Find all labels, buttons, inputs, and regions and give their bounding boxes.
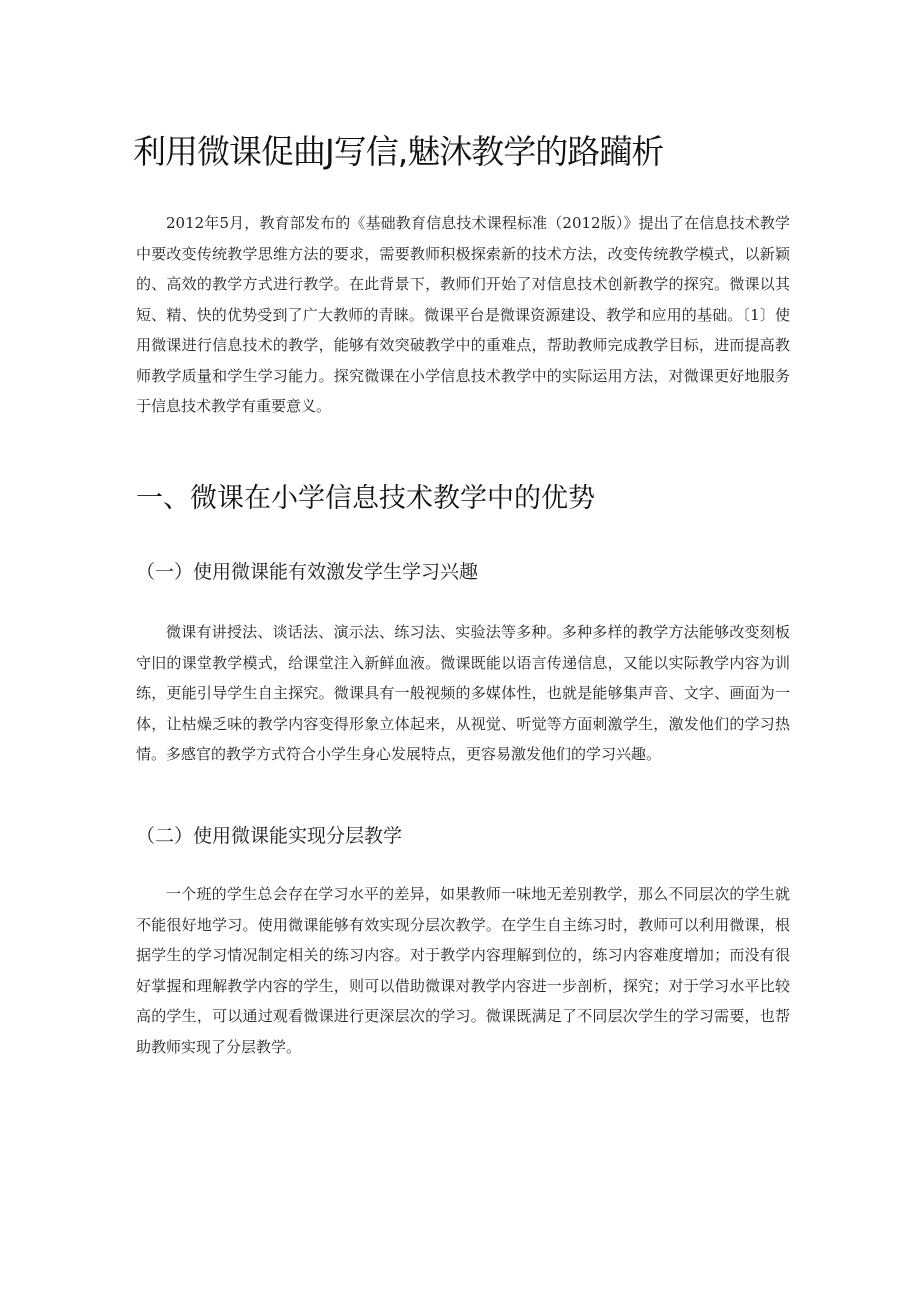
- subsection-paragraph: 一个班的学生总会存在学习水平的差异，如果教师一味地无差别教学，那么不同层次的学生就不能很好地学习。使用微课能够有效实现分层次教学。在学生自主练习时，教师可以利用微课，根据学生的学习情况制定相关的练习内容。对于教学内容理解到位的，练习内容难度增加；而没有很好掌握和理解教学内容的学生，则可以借助微课对教学内容进一步剖析，探究；对于学习水平比较高的学生，可以通过观看微课进行更深层次的学习。微课既满足了不同层次学生的学习需要，也帮助教师实现了分层教学。: [136, 885, 790, 1056]
- document-title: 利用微课促曲J写信,魅沐教学的路躏析: [133, 132, 664, 171]
- section-heading: 一、微课在小学信息技术教学中的优势: [136, 483, 595, 514]
- subsection-heading: （一）使用微课能有效激发学生学习兴趣: [136, 561, 479, 583]
- subsection-heading: （二）使用微课能实现分层教学: [136, 825, 403, 847]
- subsection-paragraph: 微课有讲授法、谈话法、演示法、练习法、实验法等多种。多种多样的教学方法能够改变刻板守旧的课堂教学模式，给课堂注入新鲜血液。微课既能以语言传递信息，又能以实际教学内容为训练，更能引导学生自主探究。微课具有一般视频的多媒体性，也就是能够集声音、文字、画面为一体，让枯燥乏味的教学内容变得形象立体起来，从视觉、听觉等方面刺激学生，激发他们的学习热情。多感官的教学方式符合小学生身心发展特点，更容易激发他们的学习兴趣。: [136, 623, 790, 763]
- intro-paragraph: 2012年5月，教育部发布的《基础教育信息技术课程标准（2012版）》提出了在信息技术教学中要改变传统教学思维方法的要求，需要教师积极探索新的技术方法，改变传统教学模式，以新颖的、高效的教学方式进行教学。在此背景下，教师们开始了对信息技术创新教学的探究。微课以其短、精、快的优势受到了广大教师的青睐。微课平台是微课资源建设、教学和应用的基础。〔1〕使用微课进行信息技术的教学，能够有效突破教学中的重难点，帮助教师完成教学目标，进而提高教师教学质量和学生学习能力。探究微课在小学信息技术教学中的实际运用方法，对微课更好地服务于信息技术教学有重要意义。: [136, 214, 790, 415]
